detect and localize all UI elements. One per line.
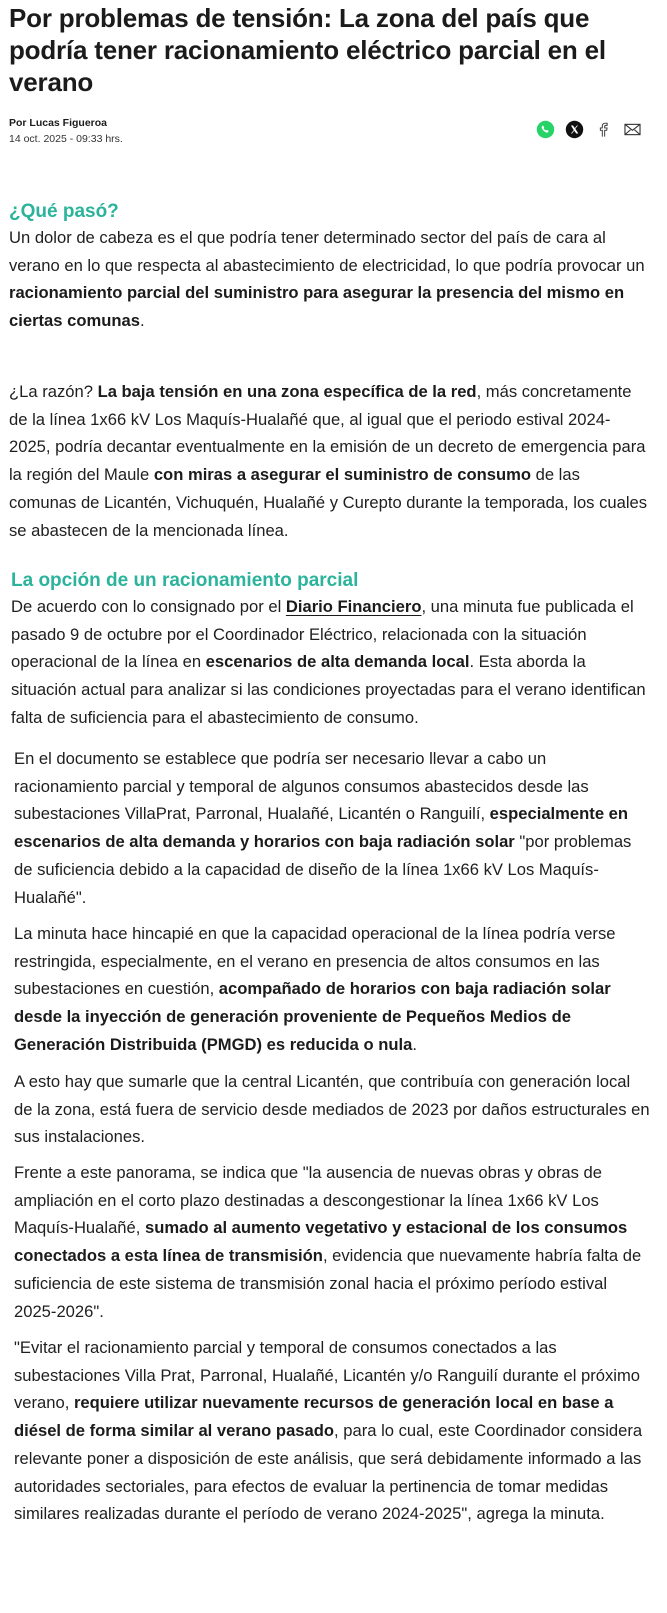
article-headline: Por problemas de tensión: La zona del país que podría tener racionamiento eléctrico parcial en el verano — [9, 3, 606, 97]
share-bar — [536, 120, 642, 139]
author-name[interactable]: Por Lucas Figueroa — [9, 117, 108, 129]
paragraph-5: La minuta hace hincapié en que la capacidad operacional de la línea podría verse restringida, especialmente, en el verano en presencia de altos consumos en las subestaciones en cuestión, acompañado de horarios con baja radiación solar desde la inyección de generación proveniente de Pequeños Medios de Generación Distribuida (PMGD) es reducida o nula. — [14, 924, 616, 1054]
paragraph-3: De acuerdo con lo consignado por el Diario Financiero, una minuta fue publicada el pasado 9 de octubre por el Coordinador Eléctrico, relacionada con la situación operacional de la línea en escenarios de alta demanda local. Esta aborda la situación actual para analizar si las condiciones proyectadas para el verano identifican falta de suficiencia para el abastecimiento de consumo. — [11, 597, 646, 727]
byline — [9, 116, 123, 146]
publish-date: 14 oct. 2025 - 09:33 hrs. — [9, 133, 123, 145]
paragraph-7: Frente a este panorama, se indica que "la ausencia de nuevas obras y obras de ampliación en el corto plazo destinadas a descongestionar la línea 1x66 kV Los Maquís-Hualañé, sumado al aumento vegetativo y estacional de los consumos conectados a esta línea de transmisión, evidencia que nuevamente habría falta de suficiencia de este sistema de transmisión zonal hacia el próximo período estival 2025-2026". — [14, 1163, 642, 1321]
facebook-icon[interactable] — [594, 120, 613, 139]
x-icon[interactable] — [565, 120, 584, 139]
section-title-que-paso: ¿Qué pasó? — [9, 201, 119, 222]
paragraph-6: A esto hay que sumarle que la central Licantén, que contribuía con generación local de la zona, está fuera de servicio desde mediados de 2023 por daños estructurales en sus instalaciones. — [14, 1072, 650, 1147]
diario-financiero-link[interactable]: Diario Financiero — [285, 597, 422, 616]
section-title-opcion: La opción de un racionamiento parcial — [11, 570, 359, 591]
paragraph-2: ¿La razón? La baja tensión en una zona específica de la red, más concretamente de la línea 1x66 kV Los Maquís-Hualañé que, al igual que el periodo estival 2024-2025, podría decantar eventualmente en la emisión de un decreto de emergencia para la región del Maule con miras a asegurar el suministro de consumo de las comunas de Licantén, Vichuquén, Hualañé y Curepto durante la temporada, los cuales se abastecen de la mencionada línea. — [9, 382, 648, 540]
paragraph-1: Un dolor de cabeza es el que podría tener determinado sector del país de cara al verano en lo que respecta al abastecimiento de electricidad, lo que podría provocar un racionamiento parcial del suministro para asegurar la presencia del mismo en ciertas comunas. — [9, 228, 645, 331]
paragraph-8: "Evitar el racionamiento parcial y temporal de consumos conectados a las subestaciones Villa Prat, Parronal, Hualañé, Licantén y/o Ranguilí durante el próximo verano, requiere utilizar nuevamente recursos de generación local en base a diésel de forma similar al verano pasado, para lo cual, este Coordinador considera relevante poner a disposición de este análisis, que será debidamente informado a las autoridades sectoriales, para efectos de evaluar la pertinencia de tomar medidas similares realizadas durante el período de verano 2024-2025", agrega la minuta. — [14, 1338, 643, 1524]
email-icon[interactable] — [623, 120, 642, 139]
paragraph-4: En el documento se establece que podría ser necesario llevar a cabo un racionamiento parcial y temporal de algunos consumos abastecidos desde las subestaciones VillaPrat, Parronal, Hualañé, Licantén o Ranguilí, especialmente en escenarios de alta demanda y horarios con baja radiación solar "por problemas de suficiencia debido a la capacidad de diseño de la línea 1x66 kV Los Maquís-Hualañé". — [14, 749, 632, 907]
whatsapp-icon[interactable] — [536, 120, 555, 139]
